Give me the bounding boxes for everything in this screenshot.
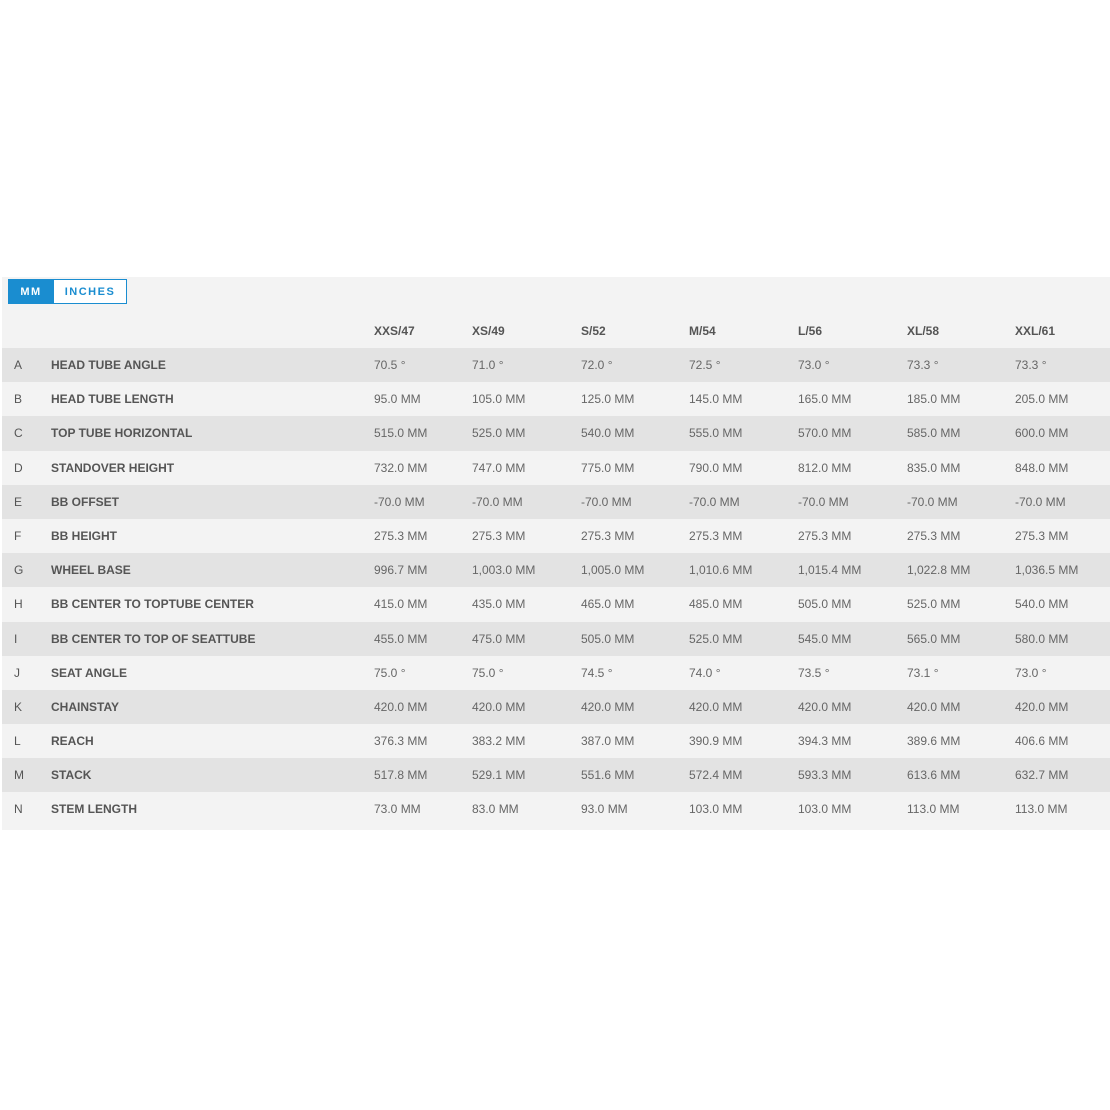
table-cell: 529.1 MM	[472, 768, 526, 783]
table-cell: 103.0 MM	[689, 802, 743, 817]
table-cell: 525.0 MM	[907, 597, 961, 612]
table-cell: 580.0 MM	[1015, 631, 1069, 646]
table-cell: 996.7 MM	[374, 563, 428, 578]
table-cell: 812.0 MM	[798, 460, 852, 475]
table-cell: 585.0 MM	[907, 426, 961, 441]
row-letter: E	[14, 494, 23, 509]
table-cell: 505.0 MM	[581, 631, 635, 646]
row-letter: J	[14, 665, 20, 680]
table-cell: 475.0 MM	[472, 631, 526, 646]
row-label: BB CENTER TO TOPTUBE CENTER	[51, 597, 254, 612]
row-label: STEM LENGTH	[51, 802, 137, 817]
table-cell: 593.3 MM	[798, 768, 852, 783]
table-cell: 465.0 MM	[581, 597, 635, 612]
table-cell: 540.0 MM	[1015, 597, 1069, 612]
table-cell: 1,010.6 MM	[689, 563, 753, 578]
table-cell: 420.0 MM	[689, 699, 743, 714]
row-label: BB HEIGHT	[51, 528, 117, 543]
table-cell: 1,022.8 MM	[907, 563, 971, 578]
table-cell: 540.0 MM	[581, 426, 635, 441]
table-cell: 420.0 MM	[581, 699, 635, 714]
table-row	[2, 519, 1110, 553]
row-label: BB OFFSET	[51, 494, 119, 509]
table-cell: 70.5 °	[374, 358, 406, 372]
table-cell: 551.6 MM	[581, 768, 635, 783]
table-cell: 73.0 °	[798, 358, 830, 372]
table-cell: 185.0 MM	[907, 392, 961, 407]
table-cell: 420.0 MM	[374, 699, 428, 714]
table-cell: 775.0 MM	[581, 460, 635, 475]
table-cell: 387.0 MM	[581, 734, 635, 749]
column-header: S/52	[581, 324, 606, 338]
table-row	[2, 587, 1110, 621]
table-cell: 406.6 MM	[1015, 734, 1069, 749]
table-cell: 835.0 MM	[907, 460, 961, 475]
row-label: STACK	[51, 768, 92, 783]
table-cell: 72.5 °	[689, 358, 721, 372]
row-letter: I	[14, 631, 18, 646]
table-cell: 525.0 MM	[689, 631, 743, 646]
table-cell: 435.0 MM	[472, 597, 526, 612]
row-letter: F	[14, 528, 22, 543]
table-cell: 485.0 MM	[689, 597, 743, 612]
inches-button[interactable]: INCHES	[54, 279, 127, 304]
table-cell: 1,015.4 MM	[798, 563, 862, 578]
table-cell: 555.0 MM	[689, 426, 743, 441]
row-label: CHAINSTAY	[51, 699, 120, 714]
table-cell: 613.6 MM	[907, 768, 961, 783]
geometry-panel	[2, 277, 1110, 830]
table-cell: 420.0 MM	[798, 699, 852, 714]
table-cell: 517.8 MM	[374, 768, 428, 783]
table-row	[2, 758, 1110, 792]
table-cell: 113.0 MM	[1015, 802, 1068, 817]
table-cell: 145.0 MM	[689, 392, 743, 407]
table-cell: 73.0 °	[1015, 665, 1047, 680]
table-cell: 275.3 MM	[1015, 528, 1069, 543]
table-cell: 390.9 MM	[689, 734, 743, 749]
table-cell: 545.0 MM	[798, 631, 852, 646]
table-cell: 420.0 MM	[1015, 699, 1069, 714]
table-cell: -70.0 MM	[907, 494, 958, 509]
row-letter: G	[14, 563, 24, 578]
row-label: HEAD TUBE ANGLE	[51, 358, 166, 372]
row-letter: L	[14, 734, 21, 749]
table-cell: 73.0 MM	[374, 802, 421, 817]
table-cell: 205.0 MM	[1015, 392, 1069, 407]
table-cell: 74.0 °	[689, 665, 721, 680]
table-cell: 632.7 MM	[1015, 768, 1069, 783]
table-cell: 75.0 °	[472, 665, 504, 680]
table-cell: 73.3 °	[1015, 358, 1047, 372]
row-letter: H	[14, 597, 23, 612]
table-cell: -70.0 MM	[689, 494, 740, 509]
table-cell: -70.0 MM	[472, 494, 523, 509]
table-cell: 75.0 °	[374, 665, 406, 680]
row-letter: A	[14, 358, 23, 372]
table-cell: 415.0 MM	[374, 597, 428, 612]
row-letter: N	[14, 802, 23, 817]
row-letter: M	[14, 768, 24, 783]
table-cell: -70.0 MM	[1015, 494, 1066, 509]
table-cell: 83.0 MM	[472, 802, 519, 817]
table-cell: 93.0 MM	[581, 802, 628, 817]
table-cell: 420.0 MM	[472, 699, 526, 714]
column-header: XXL/61	[1015, 324, 1056, 338]
table-cell: 732.0 MM	[374, 460, 428, 475]
row-label: BB CENTER TO TOP OF SEATTUBE	[51, 631, 256, 646]
table-row	[2, 451, 1110, 485]
table-cell: 376.3 MM	[374, 734, 428, 749]
table-cell: 275.3 MM	[581, 528, 635, 543]
table-cell: 600.0 MM	[1015, 426, 1069, 441]
column-header: XL/58	[907, 324, 940, 338]
table-cell: 73.3 °	[907, 358, 939, 372]
table-cell: 505.0 MM	[798, 597, 852, 612]
row-letter: C	[14, 426, 23, 441]
row-label: WHEEL BASE	[51, 563, 131, 578]
table-cell: 383.2 MM	[472, 734, 526, 749]
row-letter: B	[14, 392, 23, 407]
table-row	[2, 656, 1110, 690]
table-cell: 73.1 °	[907, 665, 939, 680]
table-cell: 1,036.5 MM	[1015, 563, 1079, 578]
column-header: L/56	[798, 324, 823, 338]
table-cell: 275.3 MM	[798, 528, 852, 543]
table-row	[2, 792, 1110, 826]
table-cell: 455.0 MM	[374, 631, 428, 646]
table-cell: 515.0 MM	[374, 426, 428, 441]
table-cell: 572.4 MM	[689, 768, 743, 783]
table-row	[2, 690, 1110, 724]
table-row	[2, 622, 1110, 656]
row-label: STANDOVER HEIGHT	[51, 460, 175, 475]
table-row	[2, 416, 1110, 450]
table-cell: 105.0 MM	[472, 392, 526, 407]
table-cell: 275.3 MM	[689, 528, 743, 543]
table-cell: 275.3 MM	[472, 528, 526, 543]
table-cell: 113.0 MM	[907, 802, 960, 817]
table-row	[2, 382, 1110, 416]
table-cell: 73.5 °	[798, 665, 830, 680]
table-row	[2, 724, 1110, 758]
table-cell: 103.0 MM	[798, 802, 852, 817]
row-label: SEAT ANGLE	[51, 665, 128, 680]
table-cell: 165.0 MM	[798, 392, 852, 407]
column-header: M/54	[689, 324, 716, 338]
table-cell: 394.3 MM	[798, 734, 852, 749]
table-cell: 747.0 MM	[472, 460, 526, 475]
table-cell: 275.3 MM	[374, 528, 428, 543]
table-cell: 1,005.0 MM	[581, 563, 645, 578]
row-letter: K	[14, 699, 23, 714]
table-cell: 389.6 MM	[907, 734, 961, 749]
mm-button[interactable]: MM	[8, 279, 54, 304]
row-letter: D	[14, 460, 23, 475]
row-label: HEAD TUBE LENGTH	[51, 392, 174, 407]
table-cell: 420.0 MM	[907, 699, 961, 714]
table-cell: 125.0 MM	[581, 392, 635, 407]
table-cell: 1,003.0 MM	[472, 563, 536, 578]
table-row	[2, 553, 1110, 587]
table-cell: 525.0 MM	[472, 426, 526, 441]
table-cell: 275.3 MM	[907, 528, 961, 543]
table-cell: 790.0 MM	[689, 460, 743, 475]
geometry-table-body	[2, 348, 1110, 827]
table-cell: -70.0 MM	[798, 494, 849, 509]
unit-toggle	[8, 279, 127, 304]
table-row	[2, 348, 1110, 382]
table-cell: 95.0 MM	[374, 392, 421, 407]
table-cell: 72.0 °	[581, 358, 613, 372]
table-cell: -70.0 MM	[374, 494, 425, 509]
table-cell: 74.5 °	[581, 665, 613, 680]
table-cell: 71.0 °	[472, 358, 504, 372]
table-cell: 565.0 MM	[907, 631, 961, 646]
table-header	[2, 314, 1110, 348]
table-row	[2, 485, 1110, 519]
column-header: XXS/47	[374, 324, 415, 338]
column-header: XS/49	[472, 324, 505, 338]
table-cell: 570.0 MM	[798, 426, 852, 441]
row-label: TOP TUBE HORIZONTAL	[51, 426, 193, 441]
table-cell: -70.0 MM	[581, 494, 632, 509]
table-cell: 848.0 MM	[1015, 460, 1069, 475]
row-label: REACH	[51, 734, 94, 749]
